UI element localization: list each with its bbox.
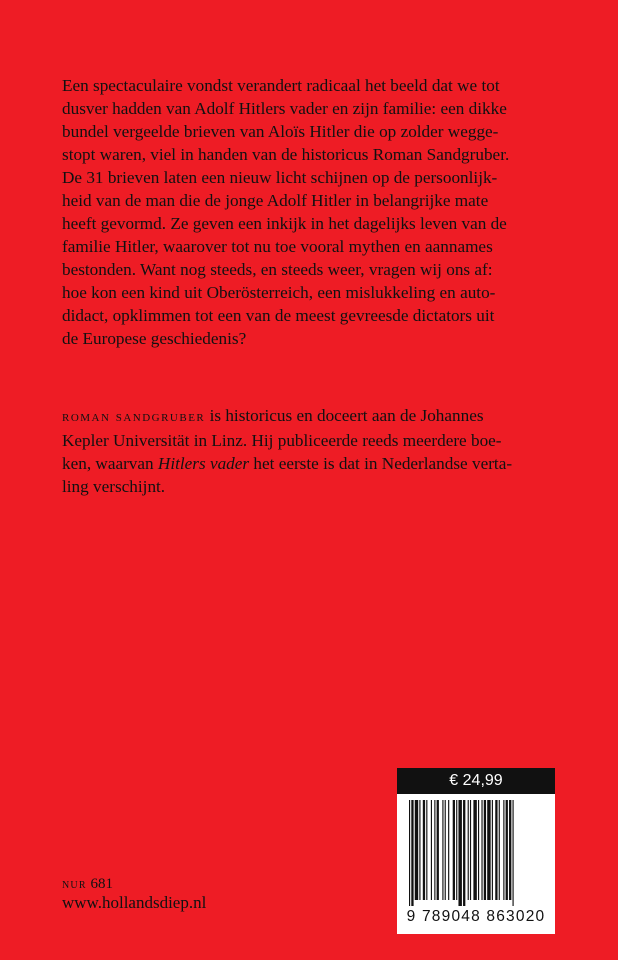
author-bio xyxy=(62,404,557,498)
barcode-bar xyxy=(484,800,486,900)
barcode-bar xyxy=(419,800,420,900)
barcode-bar xyxy=(495,800,497,900)
publisher-website[interactable]: www.hollandsdiep.nl xyxy=(62,893,207,912)
author-name: roman sandgruber xyxy=(62,409,206,425)
barcode-bar xyxy=(431,800,432,900)
barcode-bar xyxy=(492,800,493,900)
barcode-bar xyxy=(423,800,425,900)
barcode-bar xyxy=(426,800,427,900)
barcode-bar xyxy=(456,800,457,900)
barcode-bar xyxy=(481,800,482,900)
barcode-bar xyxy=(458,800,461,906)
bio-text-end: het eerste is dat in Nederlandse verta- ling verschijnt. xyxy=(62,454,513,496)
barcode-bar xyxy=(470,800,471,900)
barcode-bar xyxy=(434,800,435,900)
barcode-bar xyxy=(442,800,443,900)
barcode-bar xyxy=(487,800,490,900)
barcode-icon xyxy=(407,800,545,906)
barcode-bar xyxy=(411,800,413,906)
blurb-paragraph: Een spectaculaire vondst verandert radicaal het beeld dat we tot dusver hadden van Adolf Hitlers vader en zijn familie: een dikke bundel vergeelde brieven van Aloïs Hitler die op zolder wegge- stopt waren, viel in handen van de historicus Roman Sandgruber. De 31 brieven laten een nieuw licht schijnen op de persoonlijk- heid van de man die de jonge Adolf Hitler in belangrijke mate heeft gevormd. Ze geven een inkijk in het dagelijks leven van de familie Hitler, waarover tot nu toe vooral mythen en aannames bestonden. Want nog steeds, en steeds weer, vragen wij ons af: hoe kon een kind uit Oberösterreich, een mislukkeling en auto- didact, opklimmen tot een van de meest gevreesde dictators uit de Europese geschiedenis? xyxy=(62,76,510,348)
barcode-bar xyxy=(513,800,514,906)
nur-label: nur xyxy=(62,877,87,892)
barcode-bar xyxy=(499,800,500,900)
barcode-panel xyxy=(397,794,555,934)
barcode-bar xyxy=(468,800,469,900)
barcode-bar xyxy=(506,800,508,900)
barcode-bar xyxy=(473,800,476,900)
barcode-bar xyxy=(463,800,465,906)
blurb-text-block xyxy=(62,74,557,350)
barcode-bar xyxy=(415,800,418,900)
price-label: € 24,99 xyxy=(397,768,555,794)
barcode-bar xyxy=(409,800,410,906)
barcode-bar xyxy=(448,800,449,900)
book-title: Hitlers vader xyxy=(157,454,250,473)
bio-text-start: is historicus en doceert aan de Johannes Kepler Universität in Linz. Hij publiceerde reeds meerdere boe- ken, waarvan xyxy=(62,406,502,473)
barcode-bar xyxy=(478,800,479,900)
isbn-number: 9 789048 863020 xyxy=(406,908,546,925)
barcode-bar xyxy=(503,800,504,900)
barcode-bar xyxy=(453,800,455,900)
barcode-bar xyxy=(445,800,446,900)
barcode-bar xyxy=(437,800,439,900)
nur-number: 681 xyxy=(90,876,113,892)
barcode-bar xyxy=(509,800,511,900)
